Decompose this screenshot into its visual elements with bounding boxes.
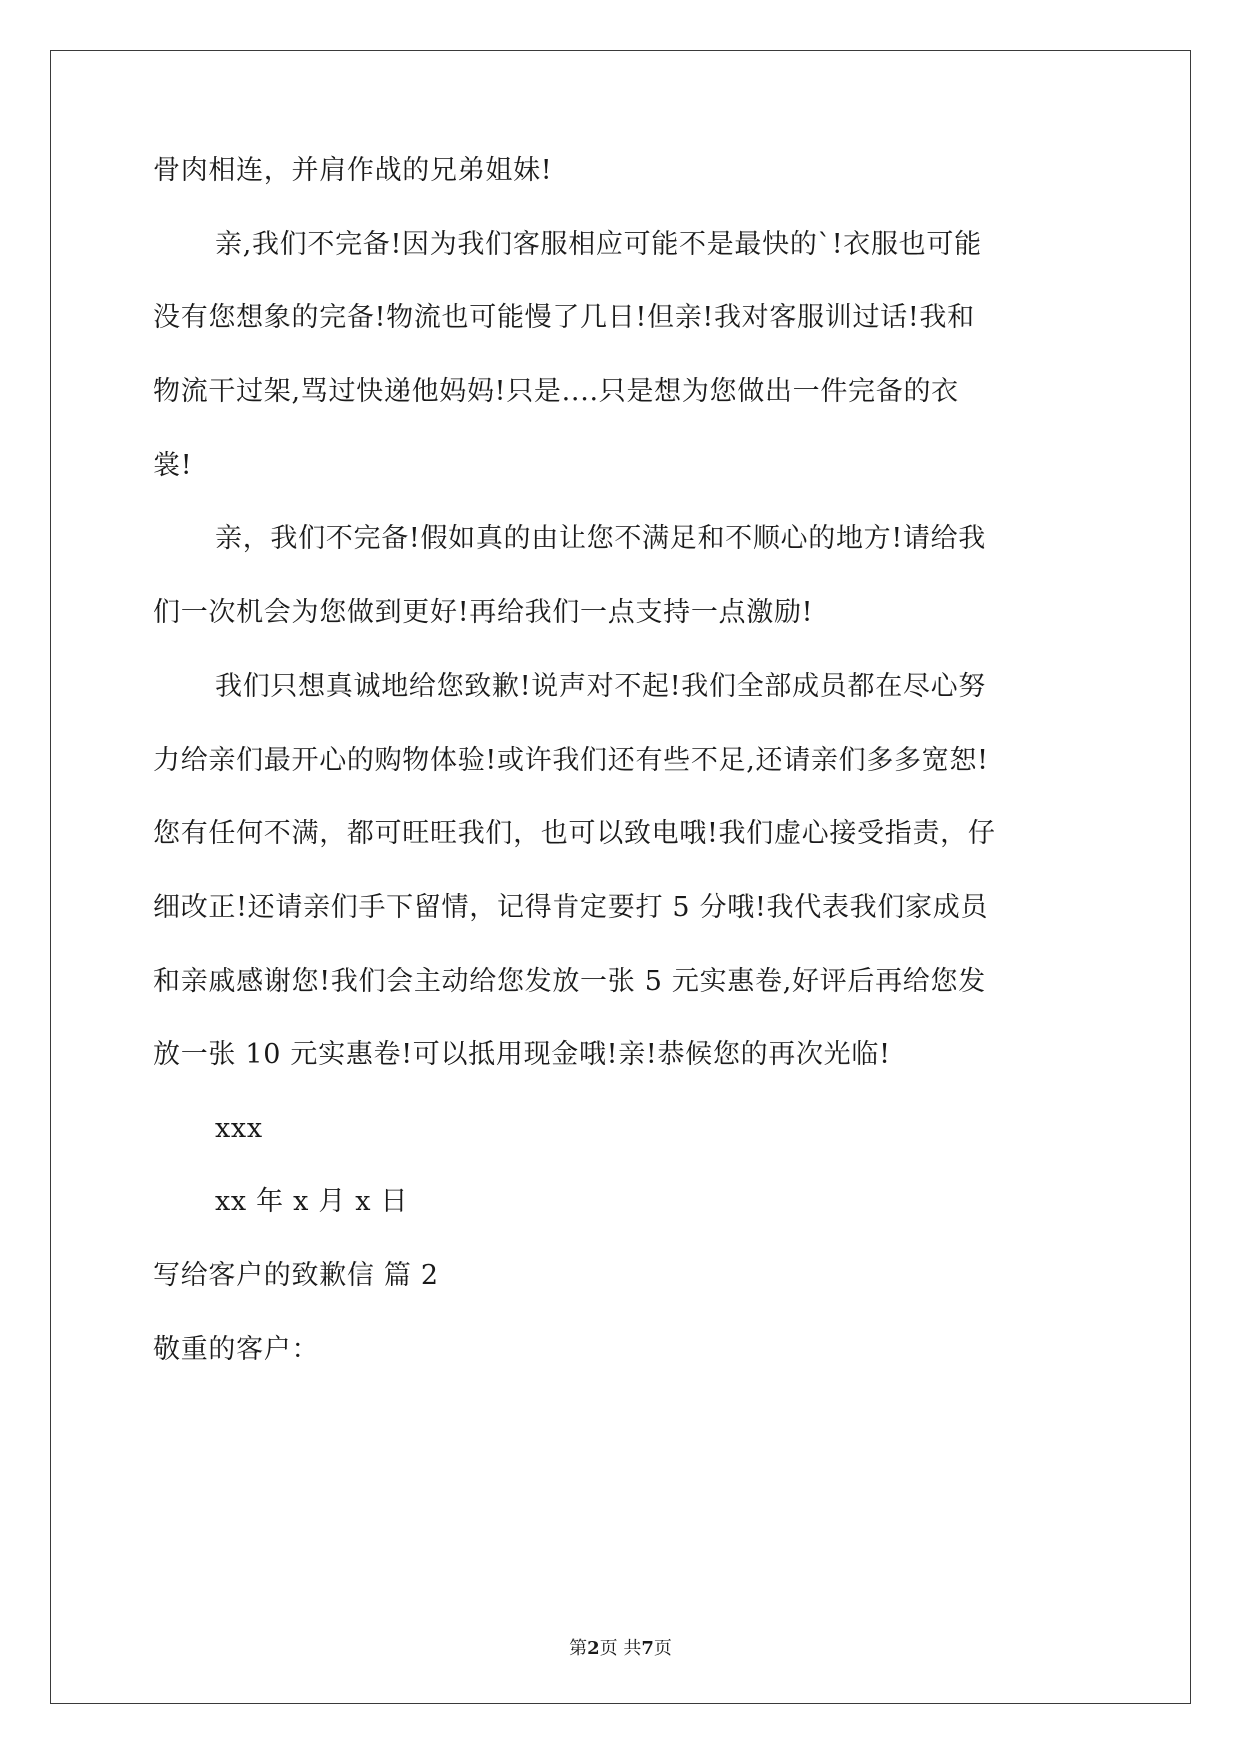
- text-line: 细改正!还请亲们手下留情，记得肯定要打 5 分哦!我代表我们家成员: [153, 892, 989, 923]
- text-line: 们一次机会为您做到更好!再给我们一点支持一点激励!: [153, 597, 814, 628]
- salutation: 敬重的客户：: [153, 1334, 320, 1365]
- section-heading: 写给客户的致歉信 篇 2: [153, 1260, 439, 1291]
- text-line: 物流干过架,骂过快递他妈妈!只是....只是想为您做出一件完备的衣: [153, 376, 959, 407]
- text-line: 亲,我们不完备!因为我们客服相应可能不是最快的`!衣服也可能: [215, 229, 982, 260]
- text-line: 力给亲们最开心的购物体验!或许我们还有些不足,还请亲们多多宽恕!: [153, 745, 989, 776]
- footer-suffix: 页: [653, 1638, 672, 1659]
- text-line: 放一张 10 元实惠卷!可以抵用现金哦!亲!恭候您的再次光临!: [153, 1039, 891, 1070]
- footer-page-number: 2: [587, 1638, 600, 1659]
- text-line: 裳!: [153, 450, 193, 481]
- footer-mid: 页 共: [599, 1638, 642, 1659]
- page-footer: [0, 1637, 1241, 1661]
- text-line: 和亲戚感谢您!我们会主动给您发放一张 5 元实惠卷,好评后再给您发: [153, 966, 986, 997]
- date-line: xx 年 x 月 x 日: [215, 1186, 409, 1217]
- text-line: 我们只想真诚地给您致歉!说声对不起!我们全部成员都在尽心努: [215, 671, 986, 702]
- text-line: 骨肉相连，并肩作战的兄弟姐妹!: [153, 155, 553, 186]
- signature: xxx: [215, 1113, 263, 1144]
- text-line: 您有任何不满，都可旺旺我们，也可以致电哦!我们虚心接受指责，仔: [153, 818, 996, 849]
- text-line: 亲，我们不完备!假如真的由让您不满足和不顺心的地方!请给我: [215, 523, 986, 554]
- footer-prefix: 第: [569, 1638, 588, 1659]
- footer-total-pages: 7: [641, 1638, 654, 1659]
- text-line: 没有您想象的完备!物流也可能慢了几日!但亲!我对客服训过话!我和: [153, 302, 975, 333]
